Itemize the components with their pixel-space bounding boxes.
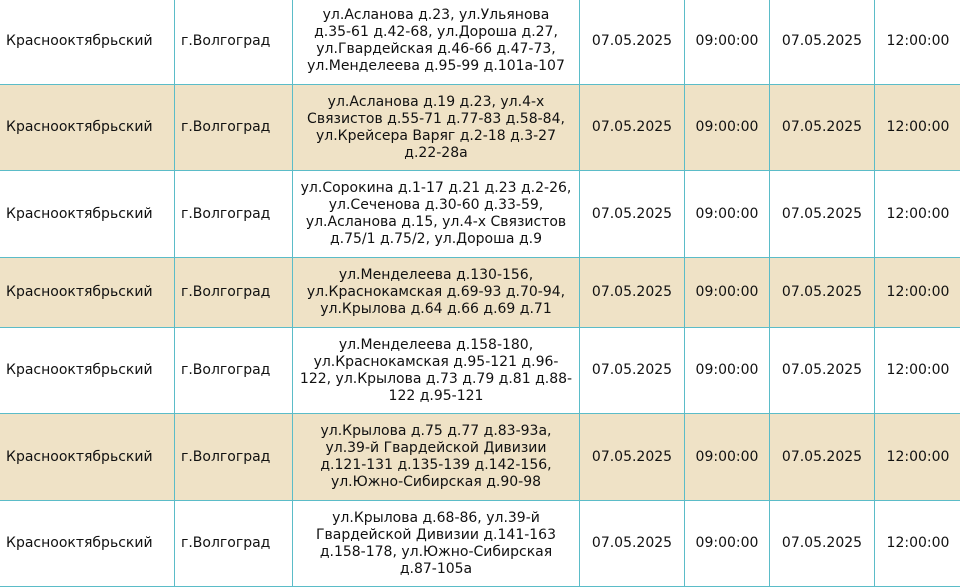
start-time-cell: 09:00:00 xyxy=(685,0,770,85)
address-line: ул.Менделеева д.95-99 д.101а-107 xyxy=(307,58,565,74)
address-line: ул.Менделеева д.130-156, xyxy=(338,267,534,283)
district-cell: Краснооктябрьский xyxy=(0,501,175,587)
address-cell xyxy=(293,258,580,328)
address-line: ул.39-й Гвардейской Дивизии xyxy=(325,440,547,456)
address-cell xyxy=(293,328,580,414)
district-cell: Краснооктябрьский xyxy=(0,328,175,414)
start-date-cell: 07.05.2025 xyxy=(580,328,685,414)
address-line: ул.Южно-Сибирская д.90-98 xyxy=(330,474,542,490)
start-date-cell: 07.05.2025 xyxy=(580,258,685,328)
city-cell: г.Волгоград xyxy=(175,0,293,85)
address-line: ул.Асланова д.23, ул.Ульянова xyxy=(322,7,550,23)
table-row xyxy=(0,0,960,85)
address-line: д.158-178, ул.Южно-Сибирская xyxy=(319,543,553,560)
end-date-cell: 07.05.2025 xyxy=(770,0,875,85)
table-row xyxy=(0,171,960,258)
table-row xyxy=(0,414,960,501)
address-line: ул.Краснокамская д.95-121 д.96- xyxy=(313,353,559,370)
start-time-cell: 09:00:00 xyxy=(685,171,770,258)
address-line: ул.Краснокамская д.69-93 д.70-94, xyxy=(306,284,566,300)
start-time-cell: 09:00:00 xyxy=(685,414,770,501)
start-date-cell: 07.05.2025 xyxy=(580,85,685,171)
end-date-cell: 07.05.2025 xyxy=(770,85,875,171)
district-cell: Краснооктябрьский xyxy=(0,171,175,258)
end-time-cell: 12:00:00 xyxy=(875,501,960,587)
address-line: ул.Менделеева д.158-180, xyxy=(338,336,534,353)
address-line: 122 д.95-121 xyxy=(388,387,484,404)
address-line: ул.Асланова д.19 д.23, ул.4-х xyxy=(327,93,545,110)
address-line: ул.Асланова д.15, ул.4-х Связистов xyxy=(305,214,567,230)
start-date-cell: 07.05.2025 xyxy=(580,414,685,501)
address-line: ул.Сорокина д.1-17 д.21 д.23 д.2-26, xyxy=(300,180,572,196)
end-time-cell: 12:00:00 xyxy=(875,328,960,414)
end-time-cell: 12:00:00 xyxy=(875,85,960,171)
end-date-cell: 07.05.2025 xyxy=(770,171,875,258)
address-line: Гвардейской Дивизии д.141-163 xyxy=(315,526,557,543)
table-row xyxy=(0,258,960,328)
address-line: 122, ул.Крылова д.73 д.79 д.81 д.88- xyxy=(299,370,573,387)
end-date-cell: 07.05.2025 xyxy=(770,258,875,328)
start-time-cell: 09:00:00 xyxy=(685,328,770,414)
address-line: д.121-131 д.135-139 д.142-156, xyxy=(320,457,552,473)
district-cell: Краснооктябрьский xyxy=(0,0,175,85)
address-cell xyxy=(293,85,580,171)
address-cell xyxy=(293,501,580,587)
address-line: д.22-28а xyxy=(404,144,468,161)
end-time-cell: 12:00:00 xyxy=(875,414,960,501)
address-cell xyxy=(293,171,580,258)
address-line: Связистов д.55-71 д.77-83 д.58-84, xyxy=(307,110,565,127)
start-time-cell: 09:00:00 xyxy=(685,85,770,171)
start-time-cell: 09:00:00 xyxy=(685,258,770,328)
city-cell: г.Волгоград xyxy=(175,328,293,414)
address-cell xyxy=(293,0,580,85)
end-time-cell: 12:00:00 xyxy=(875,0,960,85)
address-line: ул.Крейсера Варяг д.2-18 д.3-27 xyxy=(315,127,556,144)
end-time-cell: 12:00:00 xyxy=(875,258,960,328)
city-cell: г.Волгоград xyxy=(175,171,293,258)
address-line: ул.Крылова д.68-86, ул.39-й xyxy=(332,509,540,526)
end-date-cell: 07.05.2025 xyxy=(770,328,875,414)
address-line: ул.Крылова д.75 д.77 д.83-93а, xyxy=(320,423,552,439)
city-cell: г.Волгоград xyxy=(175,258,293,328)
end-date-cell: 07.05.2025 xyxy=(770,501,875,587)
end-date-cell: 07.05.2025 xyxy=(770,414,875,501)
address-line: д.87-105а xyxy=(399,560,473,577)
city-cell: г.Волгоград xyxy=(175,85,293,171)
address-line: ул.Сеченова д.30-60 д.33-59, xyxy=(328,197,544,213)
end-time-cell: 12:00:00 xyxy=(875,171,960,258)
address-line: ул.Гвардейская д.46-66 д.47-73, xyxy=(316,41,556,57)
start-date-cell: 07.05.2025 xyxy=(580,0,685,85)
table-row xyxy=(0,328,960,414)
district-cell: Краснооктябрьский xyxy=(0,85,175,171)
district-cell: Краснооктябрьский xyxy=(0,258,175,328)
start-time-cell: 09:00:00 xyxy=(685,501,770,587)
city-cell: г.Волгоград xyxy=(175,414,293,501)
address-line: д.75/1 д.75/2, ул.Дороша д.9 xyxy=(329,231,542,247)
city-cell: г.Волгоград xyxy=(175,501,293,587)
table-row xyxy=(0,501,960,587)
district-cell: Краснооктябрьский xyxy=(0,414,175,501)
start-date-cell: 07.05.2025 xyxy=(580,171,685,258)
address-cell xyxy=(293,414,580,501)
address-line: ул.Крылова д.64 д.66 д.69 д.71 xyxy=(320,301,552,317)
address-line: д.35-61 д.42-68, ул.Дороша д.27, xyxy=(314,24,558,40)
start-date-cell: 07.05.2025 xyxy=(580,501,685,587)
table-row xyxy=(0,85,960,171)
